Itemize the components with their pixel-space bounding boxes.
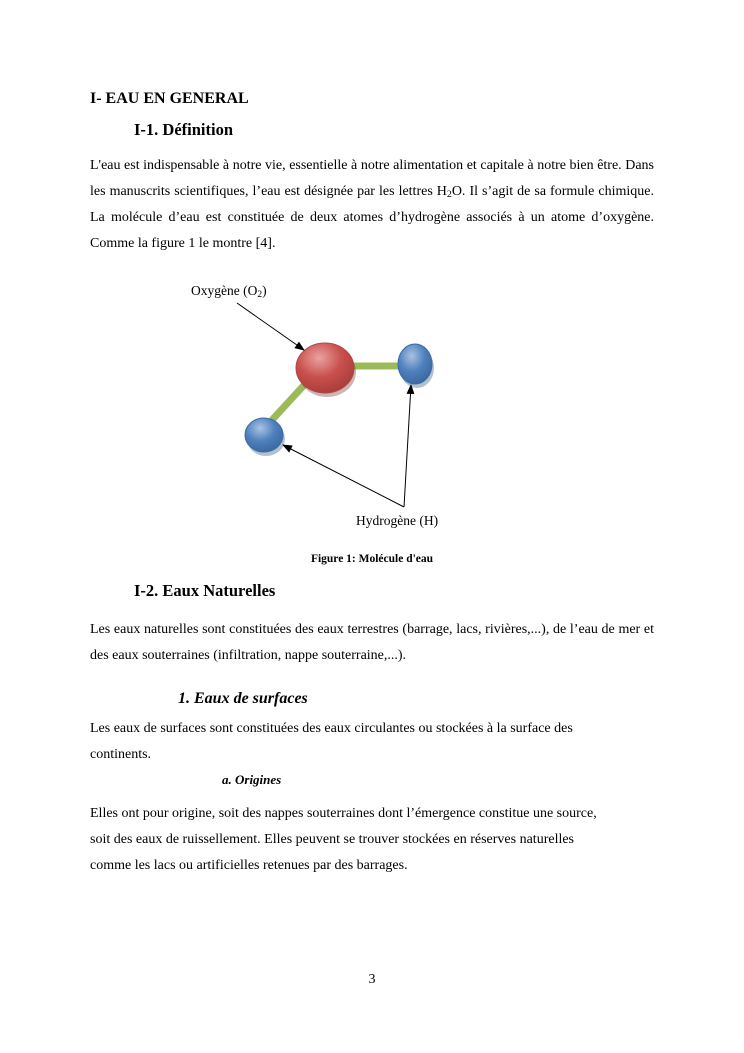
- definition-text-2: O. Il s’agit de sa formule chimique. La molécule d’eau est constituée de deux atomes d’hydrogène associés à un atome d’oxygène. Comme la figure 1 le montre [4].: [90, 184, 654, 251]
- definition-text-1: L'eau est indispensable à notre vie, essentielle à notre alimentation et capitale à notre bien être. Dans les manuscrits scientifiques, l’eau est désignée par les lettres H: [90, 158, 654, 199]
- natural-waters-heading: I-2. Eaux Naturelles: [134, 581, 276, 600]
- oxygen-label-text: Oxygène (O: [191, 283, 258, 298]
- oxygen-label-close: ): [262, 283, 267, 298]
- surface-waters-line: Les eaux de surfaces sont constituées des eaux circulantes ou stockées à la surface des: [90, 721, 573, 736]
- section-title: I- EAU EN GENERAL: [90, 90, 249, 107]
- oxygen-atom: [296, 343, 354, 393]
- natural-waters-paragraph: Les eaux naturelles sont constituées des eaux terrestres (barrage, lacs, rivières,...), de l’eau de mer et des eaux souterraines (infiltration, nappe souterraine,...).: [90, 622, 654, 663]
- page-number: 3: [368, 972, 376, 987]
- origins-line: comme les lacs ou artificielles retenues par des barrages.: [90, 858, 408, 873]
- hydrogen-atom-left: [245, 418, 283, 452]
- origins-line: Elles ont pour origine, soit des nappes souterraines dont l’émergence constitue une source,: [90, 806, 597, 821]
- origins-paragraph: [90, 801, 654, 879]
- definition-heading: I-1. Définition: [134, 120, 233, 139]
- hydrogen-arrow-left: [283, 445, 404, 507]
- oxygen-label-subscript: 2: [257, 290, 263, 300]
- surface-waters-heading: 1. Eaux de surfaces: [178, 690, 308, 707]
- surface-waters-paragraph: [90, 716, 654, 768]
- bond-left: [272, 383, 306, 420]
- hydrogen-label: Hydrogène (H): [356, 513, 439, 528]
- oxygen-arrow: [237, 303, 304, 350]
- origins-heading: a. Origines: [222, 772, 282, 787]
- surface-waters-line: continents.: [90, 747, 152, 762]
- figure-caption: Figure 1: Molécule d'eau: [310, 553, 434, 565]
- hydrogen-atom-right: [398, 344, 432, 384]
- hydrogen-arrow-right: [404, 385, 411, 507]
- origins-line: soit des eaux de ruissellement. Elles peuvent se trouver stockées en réserves naturelles: [90, 832, 575, 847]
- definition-subscript: 2: [446, 189, 452, 200]
